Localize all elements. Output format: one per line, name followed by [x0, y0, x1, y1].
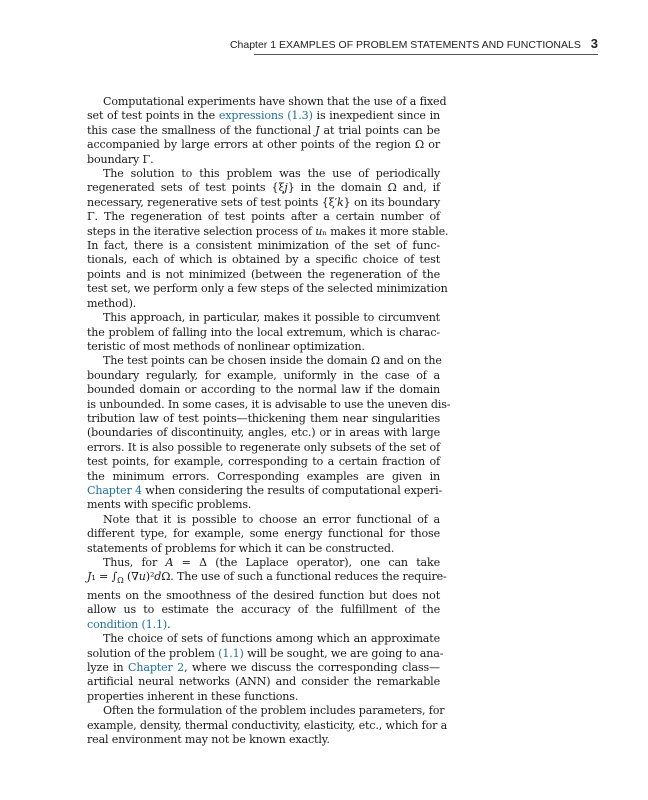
paragraph — [87, 354, 451, 512]
text-line: The test points can be chosen inside the domain Ω and on the — [103, 354, 442, 368]
page-number: 3 — [590, 36, 598, 51]
text-line: ments with specific problems. — [87, 498, 252, 512]
text-line: Note that it is possible to choose an error functional of a — [103, 512, 440, 526]
text-line: points and is not minimized (between the regeneration of the — [87, 267, 440, 281]
text-line: $J_1 = \int_\Omega$ (∇u)²dΩ. The use of such a functional reduces the require- — [87, 570, 447, 586]
text-line: bounded domain or according to the normal law if the domain — [87, 383, 440, 397]
text-line: properties inherent in these functions. — [87, 689, 299, 703]
text-line: teristic of most methods of nonlinear optimization. — [87, 339, 365, 353]
text-line: The choice of sets of functions among which an approximate — [103, 632, 440, 646]
text-line: This approach, in particular, makes it possible to circumvent — [103, 311, 440, 325]
header-rule — [254, 54, 598, 55]
text-line: this case the smallness of the functional J at trial points can be — [87, 123, 440, 137]
text-line: real environment may not be known exactly. — [87, 733, 330, 747]
text-line: solution of the problem (1.1) will be sought, we are going to ana- — [87, 646, 444, 660]
text-line: different type, for example, some energy functional for those — [87, 527, 440, 541]
text-line: necessary, regenerative sets of test points {ξ′k} on its boundary — [87, 195, 440, 209]
cross-reference-link[interactable]: Chapter 4 — [87, 483, 142, 497]
paragraph — [87, 311, 440, 354]
text-line: In fact, there is a consistent minimization of the set of func- — [87, 239, 440, 253]
text-line: allow us to estimate the accuracy of the fulfillment of the — [87, 603, 440, 617]
text-line: tionals, each of which is obtained by a specific choice of test — [87, 253, 440, 267]
text-line: Often the formulation of the problem includes parameters, for — [103, 704, 445, 718]
text-line: ments on the smoothness of the desired function but does not — [87, 589, 440, 603]
cross-reference-link[interactable]: expressions (1.3) — [218, 109, 313, 123]
paragraph — [87, 632, 444, 704]
text-line: the minimum errors. Corresponding examples are given in — [87, 469, 440, 483]
text-line: statements of problems for which it can be constructed. — [87, 541, 395, 555]
text-line: accompanied by large errors at other points of the region Ω or — [87, 138, 440, 152]
text-line: test set, we perform only a few steps of the selected minimization — [87, 282, 448, 296]
text-line: example, density, thermal conductivity, elasticity, etc., which for a — [87, 718, 448, 732]
paragraph — [87, 95, 447, 167]
text-line: Computational experiments have shown that the use of a fixed — [103, 95, 447, 108]
cross-reference-link[interactable]: Chapter 2 — [128, 661, 185, 675]
chapter-title: EXAMPLES OF PROBLEM STATEMENTS AND FUNCTIONALS — [279, 39, 581, 51]
text-line: steps in the iterative selection process of uₙ makes it more stable. — [87, 224, 449, 238]
text-line: (boundaries of discontinuity, angles, etc.) or in areas with large — [87, 426, 440, 440]
text-line: test points, for example, corresponding to a certain fraction of — [87, 455, 440, 469]
text-line: condition (1.1). — [87, 617, 171, 631]
text-line: lyze in Chapter 2, where we discuss the corresponding class— — [87, 661, 440, 675]
text-line: regenerated sets of test points {ξj} in the domain Ω and, if — [87, 181, 440, 195]
text-line: Chapter 4 when considering the results of computational experi- — [87, 483, 443, 497]
chapter-label: Chapter 1 — [229, 39, 277, 51]
text-line: Thus, for A = Δ (the Laplace operator), one can take — [103, 556, 440, 569]
text-line: boundary Γ. — [87, 152, 154, 166]
running-head — [0, 36, 598, 51]
text-line: tribution law of test points—thickening them near singularities — [87, 411, 440, 425]
text-line: set of test points in the expressions (1.3) is inexpedient since in — [87, 109, 440, 123]
cross-reference-link[interactable]: condition (1.1) — [87, 617, 168, 631]
text-line: method). — [87, 296, 137, 310]
text-line: The solution to this problem was the use of periodically — [103, 167, 440, 181]
text-line: Γ. The regeneration of test points after a certain number of — [87, 210, 440, 224]
body-text — [87, 95, 451, 748]
paragraph — [87, 167, 449, 311]
text-line: artificial neural networks (ANN) and consider the remarkable — [87, 675, 440, 689]
cross-reference-link[interactable]: (1.1) — [218, 646, 244, 660]
text-line: is unbounded. In some cases, it is advisable to use the uneven dis- — [87, 397, 451, 411]
paragraph — [87, 704, 448, 747]
text-line: boundary regularly, for example, uniformly in the case of a — [87, 368, 440, 382]
paragraph — [87, 556, 447, 632]
text-line: the problem of falling into the local extremum, which is charac- — [87, 325, 440, 339]
text-line: errors. It is also possible to regenerate only subsets of the set of — [87, 440, 440, 454]
paragraph — [87, 513, 440, 556]
